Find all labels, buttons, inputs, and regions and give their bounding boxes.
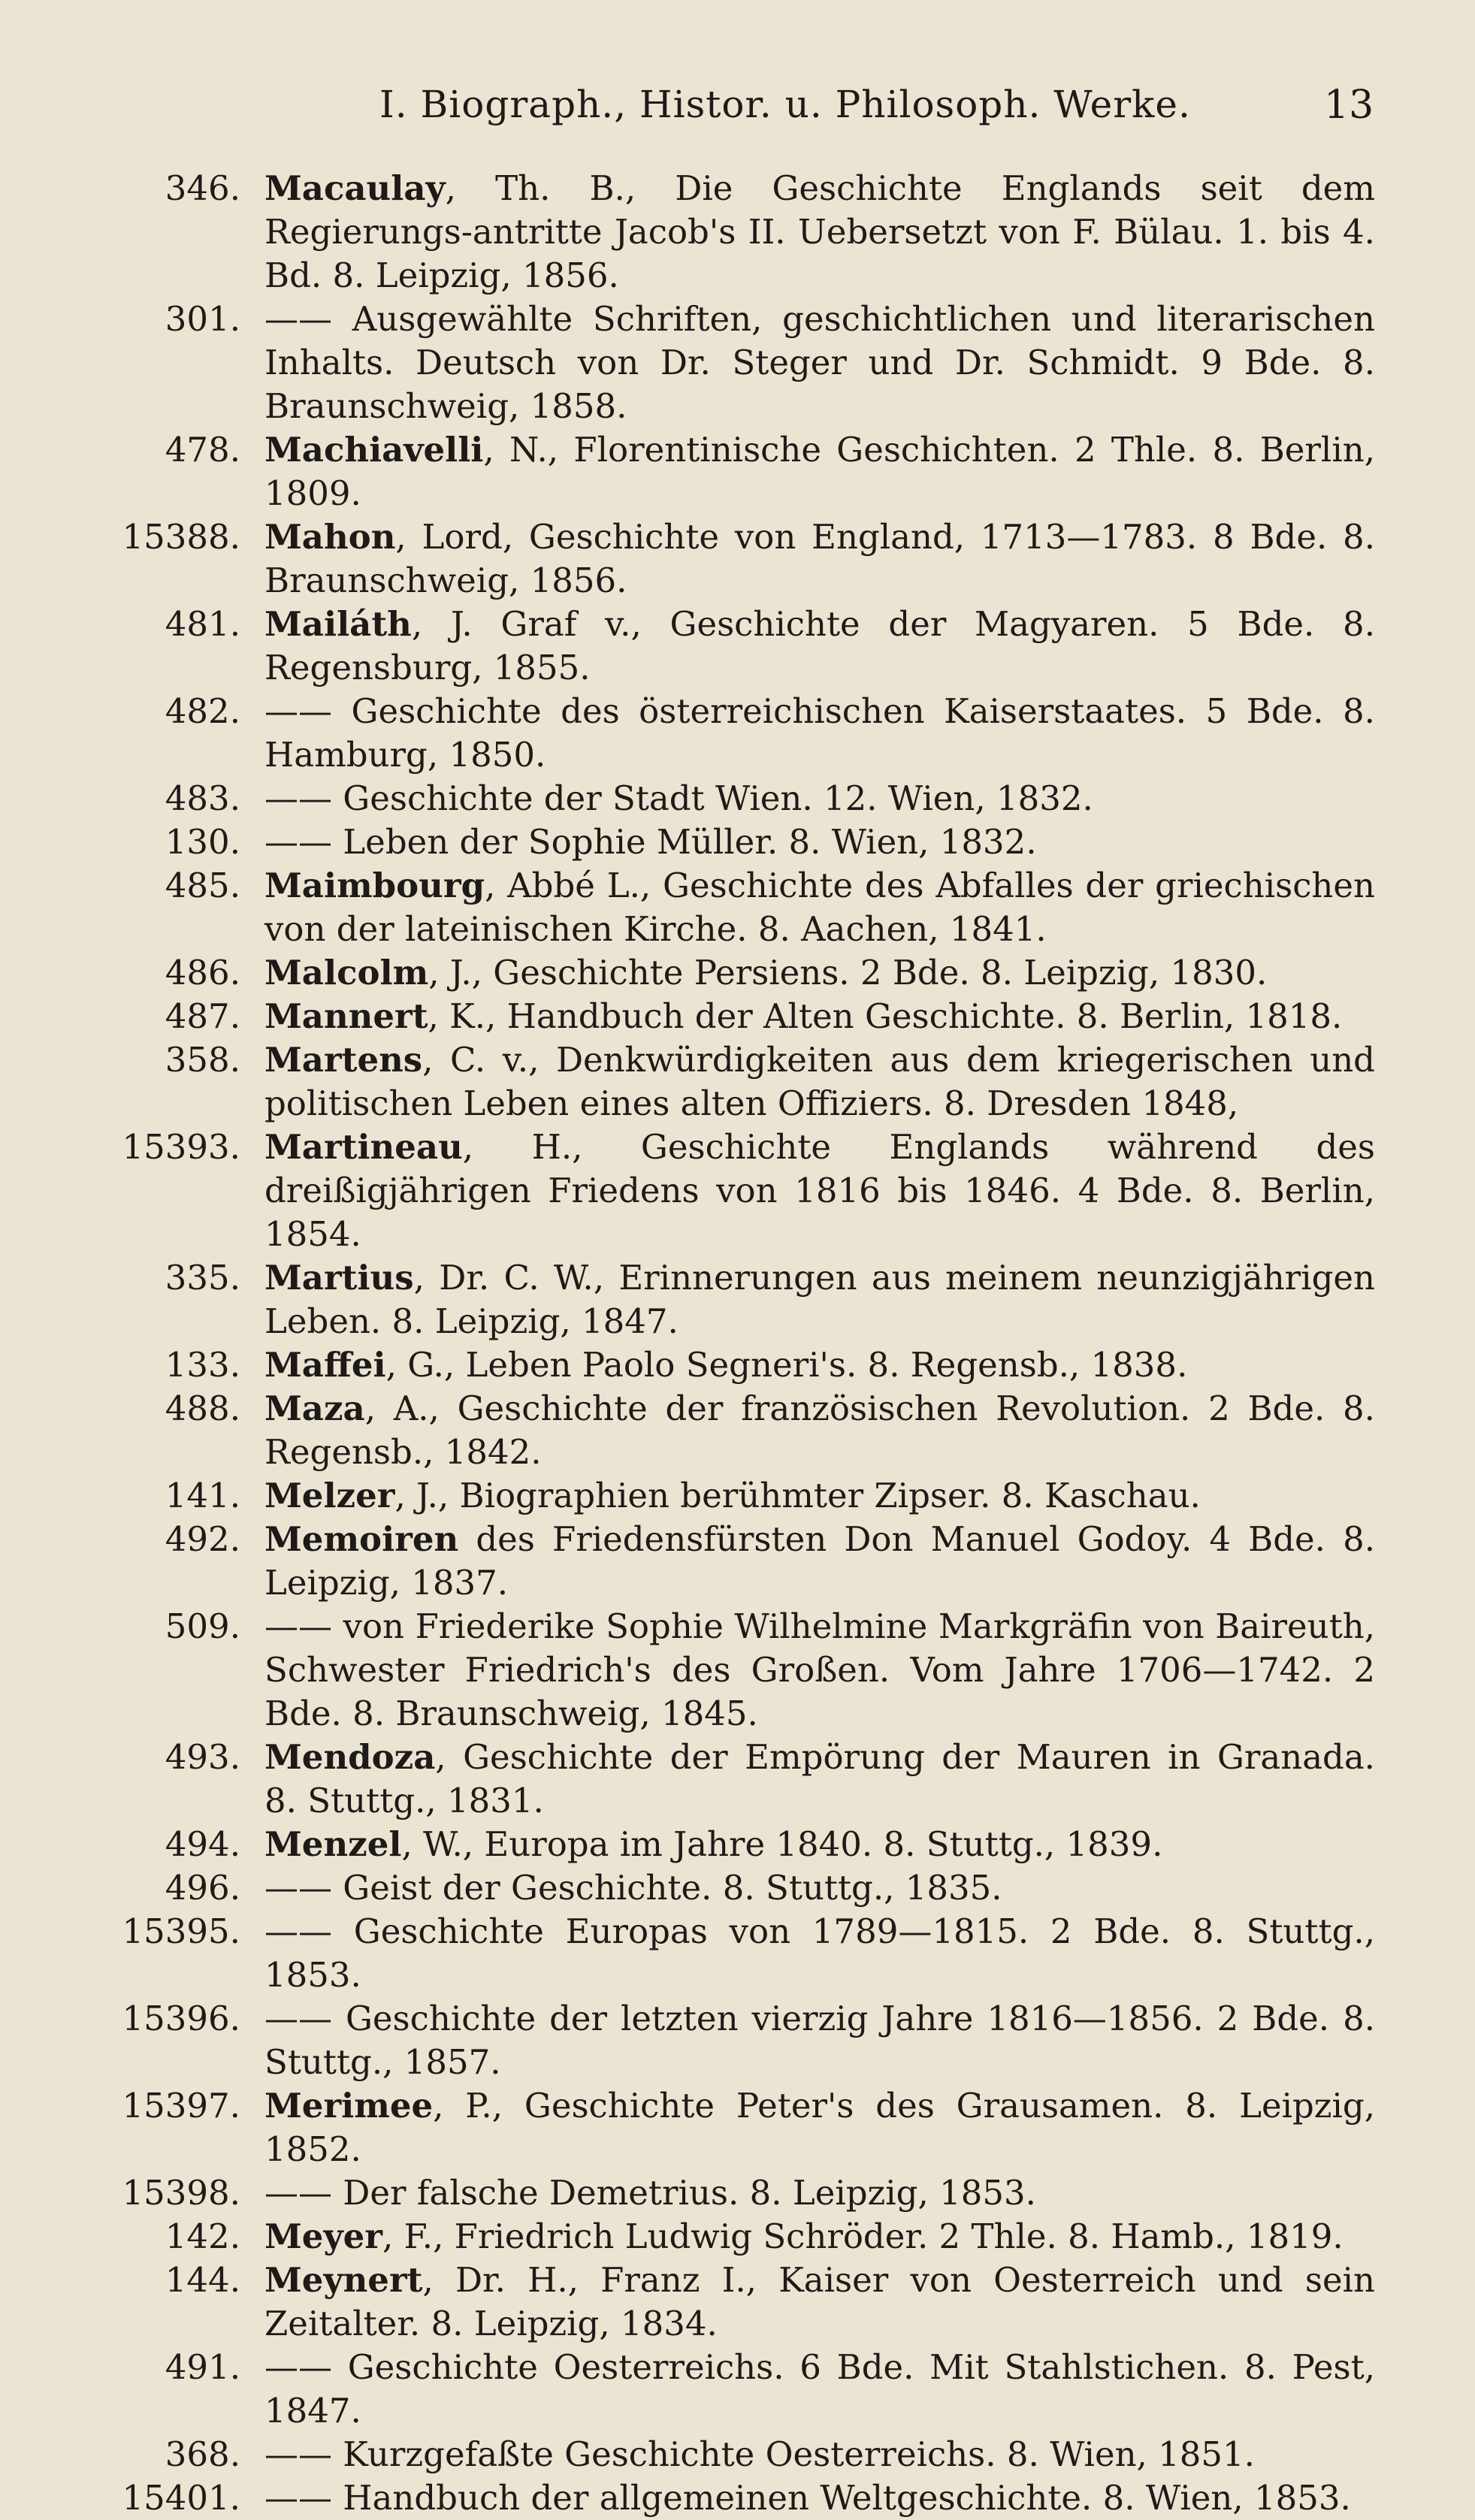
catalog-entry — [0, 2259, 1475, 2346]
entry-details: —— Der falsche Demetrius. 8. Leipzig, 1853. — [264, 2173, 1036, 2213]
catalog-entry — [0, 2084, 1475, 2171]
catalog-entry — [0, 1866, 1475, 1910]
entry-text — [264, 2433, 1375, 2476]
catalog-entry — [0, 1518, 1475, 1605]
entry-details: —— Geschichte Europas von 1789—1815. 2 Bde. 8. Stuttg., 1853. — [264, 1911, 1375, 1995]
catalog-entry — [0, 864, 1475, 951]
entry-author: Menzel — [264, 1824, 402, 1864]
catalog-entry — [0, 2346, 1475, 2433]
entry-text — [264, 298, 1375, 428]
catalog-entry — [0, 995, 1475, 1038]
entry-number: 15395. — [122, 1911, 240, 1951]
entry-details: , J. Graf v., Geschichte der Magyaren. 5 Bde. 8. Regensburg, 1855. — [264, 604, 1375, 687]
entry-details: , J., Geschichte Persiens. 2 Bde. 8. Leipzig, 1830. — [428, 953, 1268, 993]
entry-author: Maffei — [264, 1345, 386, 1385]
entry-number: 493. — [165, 1737, 240, 1777]
entry-number: 15388. — [122, 517, 240, 557]
entry-author: Merimee — [264, 2086, 434, 2126]
entry-details: , Abbé L., Geschichte des Abfalles der griechischen von der lateinischen Kirche. 8. Aachen, 1841. — [264, 866, 1375, 949]
catalog-entry — [0, 428, 1475, 515]
entry-author: Mahon — [264, 517, 396, 557]
entry-details: , Lord, Geschichte von England, 1713—1783. 8 Bde. 8. Braunschweig, 1856. — [264, 517, 1375, 600]
entry-number: 130. — [165, 822, 240, 862]
catalog-entry — [0, 2476, 1475, 2520]
entry-number: 15397. — [122, 2086, 240, 2126]
entry-details: —— Geschichte der letzten vierzig Jahre 1816—1856. 2 Bde. 8. Stuttg., 1857. — [264, 1999, 1375, 2082]
entry-author: Maza — [264, 1388, 365, 1428]
entry-number: 483. — [165, 778, 240, 818]
entry-number: 368. — [165, 2434, 240, 2474]
entry-number: 15401. — [122, 2478, 240, 2518]
entry-number: 482. — [165, 691, 240, 731]
entry-text — [264, 864, 1375, 951]
catalog-entry — [0, 1474, 1475, 1518]
entry-details: —— Handbuch der allgemeinen Weltgeschichte. 8. Wien, 1853. — [264, 2478, 1351, 2518]
catalog-entry — [0, 603, 1475, 690]
entry-text — [264, 690, 1375, 777]
catalog-entries — [0, 167, 1475, 2520]
entry-author: Mannert — [264, 996, 428, 1036]
catalog-entry — [0, 1605, 1475, 1736]
entry-details: —— Kurzgefaßte Geschichte Oesterreichs. 8. Wien, 1851. — [264, 2434, 1255, 2474]
entry-author: Martius — [264, 1258, 414, 1298]
entry-text — [264, 167, 1375, 298]
entry-text — [264, 428, 1375, 515]
entry-number: 346. — [165, 168, 240, 208]
entry-author: Machiavelli — [264, 430, 484, 470]
entry-author: Malcolm — [264, 953, 429, 993]
entry-details: , P., Geschichte Peter's des Grausamen. 8. Leipzig, 1852. — [264, 2086, 1375, 2169]
entry-text — [264, 1387, 1375, 1474]
catalog-entry — [0, 690, 1475, 777]
entry-number: 496. — [165, 1868, 240, 1908]
entry-number: 142. — [165, 2216, 240, 2256]
entry-text — [264, 2215, 1375, 2259]
entry-text — [264, 1474, 1375, 1518]
catalog-entry — [0, 1910, 1475, 1997]
entry-author: Melzer — [264, 1476, 395, 1515]
entry-number: 481. — [165, 604, 240, 644]
catalog-entry — [0, 1823, 1475, 1866]
entry-details: , Dr. H., Franz I., Kaiser von Oesterreich und sein Zeitalter. 8. Leipzig, 1834. — [264, 2260, 1375, 2343]
entry-number: 335. — [165, 1258, 240, 1298]
entry-text — [264, 603, 1375, 690]
entry-text — [264, 777, 1375, 820]
catalog-entry — [0, 515, 1475, 603]
catalog-entry — [0, 1256, 1475, 1343]
entry-details: —— Geschichte des österreichischen Kaiserstaates. 5 Bde. 8. Hamburg, 1850. — [264, 691, 1375, 775]
entry-author: Martineau — [264, 1127, 463, 1167]
catalog-entry — [0, 298, 1475, 428]
entry-number: 494. — [165, 1824, 240, 1864]
entry-number: 487. — [165, 996, 240, 1036]
entry-text — [264, 2476, 1375, 2520]
entry-number: 15396. — [122, 1999, 240, 2038]
entry-text — [264, 1518, 1375, 1605]
entry-author: Mailáth — [264, 604, 412, 644]
entry-text — [264, 1126, 1375, 1256]
entry-text — [264, 1997, 1375, 2084]
entry-details: , H., Geschichte Englands während des dreißigjährigen Friedens von 1816 bis 1846. 4 Bde. 8. Berlin, 1854. — [264, 1127, 1375, 1254]
entry-number: 144. — [165, 2260, 240, 2300]
entry-number: 358. — [165, 1040, 240, 1080]
running-title: I. Biograph., Histor. u. Philosoph. Werke. — [379, 83, 1191, 126]
catalog-entry — [0, 951, 1475, 995]
entry-details: , W., Europa im Jahre 1840. 8. Stuttg., 1839. — [401, 1824, 1163, 1864]
entry-number: 509. — [165, 1606, 240, 1646]
entry-text — [264, 2259, 1375, 2346]
entry-author: Meynert — [264, 2260, 423, 2300]
catalog-entry — [0, 2171, 1475, 2215]
entry-details: , J., Biographien berühmter Zipser. 8. Kaschau. — [394, 1476, 1201, 1515]
entry-text — [264, 820, 1375, 864]
entry-details: des Friedensfürsten Don Manuel Godoy. 4 Bde. 8. Leipzig, 1837. — [264, 1519, 1375, 1603]
entry-author: Memoiren — [264, 1519, 459, 1559]
entry-details: , F., Friedrich Ludwig Schröder. 2 Thle. 8. Hamb., 1819. — [382, 2216, 1344, 2256]
entry-text — [264, 2084, 1375, 2171]
catalog-entry — [0, 777, 1475, 820]
entry-number: 301. — [165, 299, 240, 339]
entry-number: 486. — [165, 953, 240, 993]
catalog-entry — [0, 1997, 1475, 2084]
entry-author: Maimbourg — [264, 866, 485, 905]
entry-details: , Geschichte der Empörung der Mauren in Granada. 8. Stuttg., 1831. — [264, 1737, 1375, 1821]
entry-number: 478. — [165, 430, 240, 470]
entry-text — [264, 1823, 1375, 1866]
catalog-entry — [0, 1126, 1475, 1256]
entry-details: , G., Leben Paolo Segneri's. 8. Regensb., 1838. — [385, 1345, 1188, 1385]
catalog-entry — [0, 167, 1475, 298]
page-number: 13 — [1324, 83, 1374, 128]
entry-text — [264, 1736, 1375, 1823]
catalog-entry — [0, 820, 1475, 864]
entry-author: Mendoza — [264, 1737, 436, 1777]
entry-text — [264, 2171, 1375, 2215]
catalog-entry — [0, 1038, 1475, 1126]
entry-details: , K., Handbuch der Alten Geschichte. 8. Berlin, 1818. — [428, 996, 1343, 1036]
entry-text — [264, 951, 1375, 995]
entry-text — [264, 1038, 1375, 1126]
entry-text — [264, 995, 1375, 1038]
catalog-entry — [0, 2433, 1475, 2476]
entry-details: —— Geist der Geschichte. 8. Stuttg., 1835. — [264, 1868, 1002, 1908]
entry-text — [264, 1256, 1375, 1343]
entry-text — [264, 1605, 1375, 1736]
catalog-entry — [0, 2215, 1475, 2259]
entry-number: 485. — [165, 866, 240, 905]
catalog-entry — [0, 1387, 1475, 1474]
entry-text — [264, 515, 1375, 603]
entry-number: 488. — [165, 1388, 240, 1428]
entry-details: —— Geschichte der Stadt Wien. 12. Wien, 1832. — [264, 778, 1093, 818]
catalog-entry — [0, 1736, 1475, 1823]
entry-details: —— von Friederike Sophie Wilhelmine Markgräfin von Baireuth, Schwester Friedrich's des Großen. Vom Jahre 1706—1742. 2 Bde. 8. Braunschweig, 1845. — [264, 1606, 1375, 1733]
entry-details: —— Ausgewählte Schriften, geschichtlichen und literarischen Inhalts. Deutsch von Dr. Steger und Dr. Schmidt. 9 Bde. 8. Braunschweig, 1858. — [264, 299, 1375, 426]
entry-number: 15398. — [122, 2173, 240, 2213]
entry-details: , Th. B., Die Geschichte Englands seit dem Regierungs-antritte Jacob's II. Uebersetzt von F. Bülau. 1. bis 4. Bd. 8. Leipzig, 1856. — [264, 168, 1375, 295]
entry-details: , N., Florentinische Geschichten. 2 Thle. 8. Berlin, 1809. — [264, 430, 1375, 513]
entry-number: 133. — [165, 1345, 240, 1385]
entry-details: —— Geschichte Oesterreichs. 6 Bde. Mit Stahlstichen. 8. Pest, 1847. — [264, 2347, 1375, 2431]
entry-number: 492. — [165, 1519, 240, 1559]
entry-text — [264, 1343, 1375, 1387]
catalog-entry — [0, 1343, 1475, 1387]
entry-author: Meyer — [264, 2216, 382, 2256]
entry-text — [264, 1866, 1375, 1910]
entry-details: —— Leben der Sophie Müller. 8. Wien, 1832. — [264, 822, 1037, 862]
entry-number: 491. — [165, 2347, 240, 2387]
entry-number: 141. — [165, 1476, 240, 1515]
entry-details: , C. v., Denkwürdigkeiten aus dem kriegerischen und politischen Leben eines alten Offiziers. 8. Dresden 1848, — [264, 1040, 1375, 1123]
entry-author: Macaulay — [264, 168, 446, 208]
entry-text — [264, 2346, 1375, 2433]
page-header — [0, 75, 1475, 135]
entry-text — [264, 1910, 1375, 1997]
entry-author: Martens — [264, 1040, 423, 1080]
entry-details: , A., Geschichte der französischen Revolution. 2 Bde. 8. Regensb., 1842. — [264, 1388, 1375, 1472]
entry-number: 15393. — [122, 1127, 240, 1167]
entry-details: , Dr. C. W., Erinnerungen aus meinem neunzigjährigen Leben. 8. Leipzig, 1847. — [264, 1258, 1375, 1341]
